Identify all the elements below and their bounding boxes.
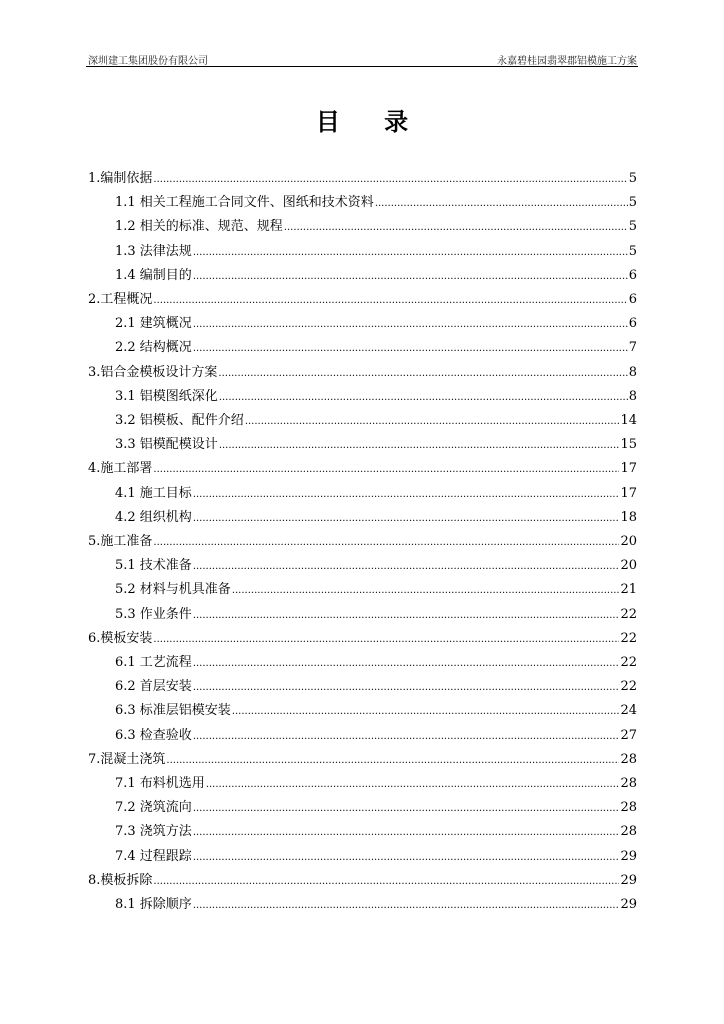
toc-page-number: 8 <box>628 364 637 380</box>
toc-section-entry[interactable] <box>115 410 637 432</box>
toc-dot-leader <box>193 556 620 578</box>
toc-entry-label: 6.1 工艺流程 <box>115 655 192 670</box>
toc-chapter-entry[interactable] <box>88 362 637 384</box>
toc-page-number: 17 <box>620 461 637 477</box>
toc-section-entry[interactable] <box>115 507 637 529</box>
toc-section-entry[interactable] <box>115 555 637 577</box>
toc-entry-label: 8.模板拆除 <box>88 872 153 888</box>
toc-entry-label: 2.1 建筑概况 <box>115 316 192 332</box>
toc-entry-label: 3.铝合金模板设计方案 <box>88 364 218 380</box>
toc-page-number: 7 <box>628 340 637 356</box>
toc-section-entry[interactable] <box>115 216 637 238</box>
toc-section-entry[interactable] <box>115 676 637 698</box>
toc-entry-label: 6.2 首层安装 <box>115 679 192 695</box>
toc-entry-label: 6.3 检查验收 <box>115 727 192 743</box>
toc-entry-label: 1.编制依据 <box>88 171 153 186</box>
toc-entry-label: 4.2 组织机构 <box>115 509 192 525</box>
toc-dot-leader <box>284 217 628 239</box>
toc-dot-leader <box>153 169 627 191</box>
toc-page-number: 22 <box>620 655 637 670</box>
toc-section-entry[interactable] <box>115 265 637 287</box>
toc-section-entry[interactable] <box>115 894 637 916</box>
toc-entry-label: 5.施工准备 <box>88 534 153 549</box>
toc-chapter-entry[interactable] <box>88 289 637 311</box>
toc-entry-label: 6.模板安装 <box>88 630 153 646</box>
toc-dot-leader <box>193 726 620 748</box>
toc-section-entry[interactable] <box>115 725 637 747</box>
toc-dot-leader <box>193 822 620 844</box>
toc-entry-label: 4.施工部署 <box>88 461 153 477</box>
toc-dot-leader <box>153 532 619 554</box>
toc-page-number: 15 <box>620 437 637 453</box>
toc-dot-leader <box>219 387 628 409</box>
toc-page-number: 27 <box>620 727 637 743</box>
toc-chapter-entry[interactable] <box>88 458 637 480</box>
toc-page-number: 28 <box>620 824 637 840</box>
toc-page-number: 29 <box>620 848 637 864</box>
toc-page-number: 29 <box>620 897 637 912</box>
toc-chapter-entry[interactable] <box>88 168 637 190</box>
toc-dot-leader <box>193 266 628 288</box>
toc-page-number: 17 <box>620 485 637 501</box>
toc-section-entry[interactable] <box>115 337 637 359</box>
toc-entry-label: 7.1 布料机选用 <box>115 776 205 791</box>
toc-entry-label: 5.1 技术准备 <box>115 558 192 574</box>
toc-entry-label: 1.3 法律法规 <box>115 243 192 259</box>
toc-section-entry[interactable] <box>115 604 637 626</box>
toc-chapter-entry[interactable] <box>88 531 637 553</box>
toc-entry-label: 8.1 拆除顺序 <box>115 897 192 912</box>
header-company: 深圳建工集团股份有限公司 <box>88 56 208 67</box>
toc-dot-leader <box>193 677 620 699</box>
toc-entry-label: 2.工程概况 <box>88 292 153 307</box>
toc-entry-label: 4.1 施工目标 <box>115 485 192 501</box>
toc-dot-leader <box>193 242 628 264</box>
toc-page-number: 28 <box>620 800 637 816</box>
toc-page-number: 28 <box>620 776 637 791</box>
toc-page-number: 18 <box>620 509 637 525</box>
toc-dot-leader <box>193 653 620 675</box>
toc-dot-leader <box>245 411 620 433</box>
toc-section-entry[interactable] <box>115 386 637 408</box>
toc-section-entry[interactable] <box>115 652 637 674</box>
toc-entry-label: 1.2 相关的标准、规范、规程 <box>115 219 283 235</box>
toc-entry-label: 5.3 作业条件 <box>115 606 192 622</box>
toc-page-number: 5 <box>628 243 637 259</box>
toc-page-number: 8 <box>628 388 637 404</box>
toc-dot-leader <box>375 193 628 215</box>
toc-entry-label: 1.1 相关工程施工合同文件、图纸和技术资料 <box>115 195 374 211</box>
toc-entry-label: 7.混凝土浇筑 <box>88 751 166 767</box>
toc-section-entry[interactable] <box>115 700 637 722</box>
header-divider <box>86 66 638 67</box>
toc-page-number: 28 <box>620 751 637 767</box>
toc-dot-leader <box>193 484 620 506</box>
toc-page-number: 22 <box>620 606 637 622</box>
header-document-title: 永嘉碧桂园翡翠郡铝模施工方案 <box>497 56 637 67</box>
toc-page-number: 5 <box>628 219 637 235</box>
toc-page-number: 21 <box>620 582 637 598</box>
toc-page-number: 5 <box>628 195 637 211</box>
toc-chapter-entry[interactable] <box>88 628 637 650</box>
toc-dot-leader <box>193 895 620 917</box>
toc-page-number: 14 <box>620 413 637 428</box>
toc-section-entry[interactable] <box>115 483 637 505</box>
toc-dot-leader <box>193 314 628 336</box>
toc-page-number: 6 <box>628 267 637 283</box>
toc-dot-leader <box>193 798 620 820</box>
toc-section-entry[interactable] <box>115 434 637 456</box>
toc-section-entry[interactable] <box>115 241 637 263</box>
toc-page-number: 6 <box>628 316 637 332</box>
toc-section-entry[interactable] <box>115 579 637 601</box>
toc-chapter-entry[interactable] <box>88 870 637 892</box>
toc-page-number: 29 <box>620 872 637 888</box>
toc-page-number: 22 <box>620 679 637 695</box>
toc-page-number: 20 <box>620 534 637 549</box>
toc-dot-leader <box>193 508 620 530</box>
toc-section-entry[interactable] <box>115 192 637 214</box>
toc-dot-leader <box>193 605 620 627</box>
toc-entry-label: 1.4 编制目的 <box>115 267 192 283</box>
toc-page-number: 6 <box>628 292 637 307</box>
toc-entry-label: 7.4 过程跟踪 <box>115 848 192 864</box>
toc-entry-label: 6.3 标准层铝模安装 <box>115 703 231 719</box>
toc-page-number: 22 <box>620 630 637 646</box>
toc-section-entry[interactable] <box>115 821 637 843</box>
toc-page-number: 24 <box>620 703 637 719</box>
toc-entry-label: 2.2 结构概况 <box>115 340 192 356</box>
toc-dot-leader <box>219 435 620 457</box>
toc-dot-leader <box>153 459 619 481</box>
page-header <box>88 52 637 66</box>
toc-dot-leader <box>153 629 619 651</box>
toc-entry-label: 3.2 铝模板、配件介绍 <box>115 413 244 428</box>
toc-entry-label: 3.1 铝模图纸深化 <box>115 388 218 404</box>
toc-dot-leader <box>218 363 627 385</box>
toc-entry-label: 7.2 浇筑流向 <box>115 800 192 816</box>
toc-entry-label: 3.3 铝模配模设计 <box>115 437 218 453</box>
toc-dot-leader <box>232 580 620 602</box>
toc-page-number: 20 <box>620 558 637 574</box>
toc-section-entry[interactable] <box>115 313 637 335</box>
toc-dot-leader <box>153 290 627 312</box>
toc-section-entry[interactable] <box>115 773 637 795</box>
toc-dot-leader <box>232 701 620 723</box>
toc-section-entry[interactable] <box>115 846 637 868</box>
toc-entry-label: 5.2 材料与机具准备 <box>115 582 231 598</box>
toc-section-entry[interactable] <box>115 797 637 819</box>
toc-dot-leader <box>193 338 628 360</box>
toc-page-number: 5 <box>628 171 637 186</box>
page-title: 目 录 <box>315 108 427 136</box>
toc-dot-leader <box>206 774 620 796</box>
toc-entry-label: 7.3 浇筑方法 <box>115 824 192 840</box>
toc-dot-leader <box>153 871 619 893</box>
toc-chapter-entry[interactable] <box>88 749 637 771</box>
toc-dot-leader <box>166 750 619 772</box>
toc-dot-leader <box>193 847 620 869</box>
